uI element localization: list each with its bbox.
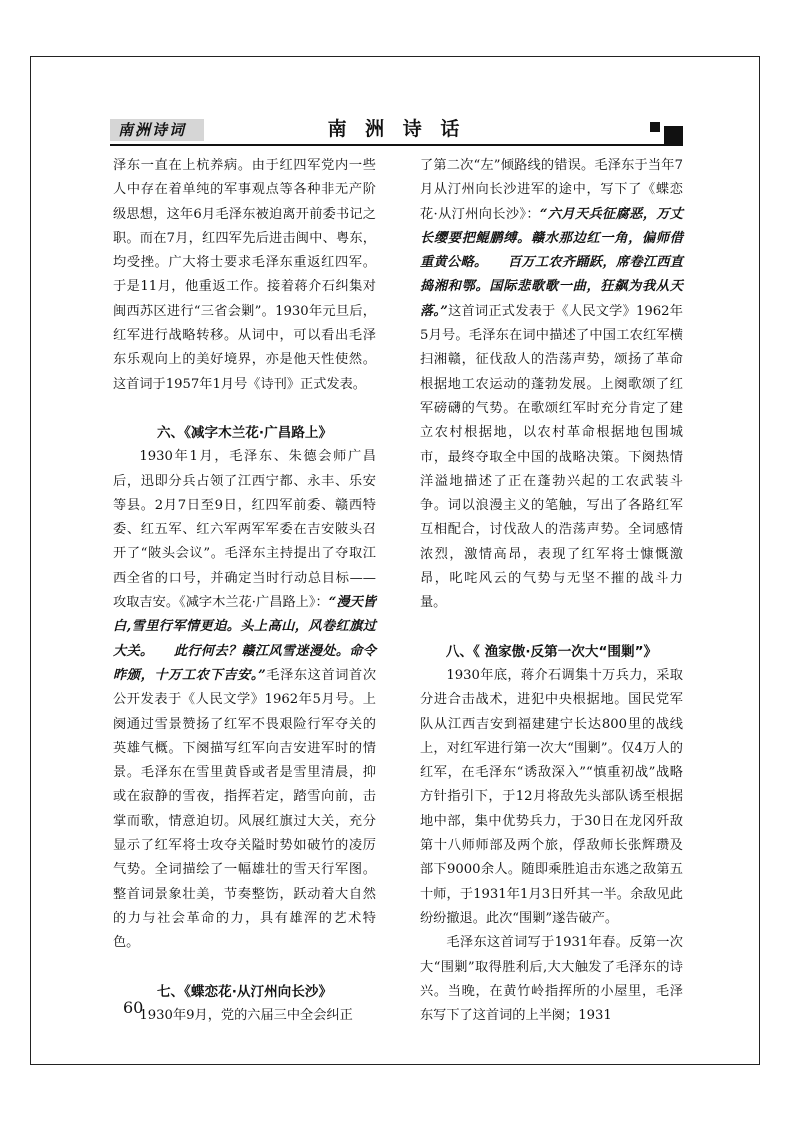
running-title: 南 洲 诗 话 — [327, 118, 466, 140]
left-column — [113, 154, 376, 1028]
decorative-square-small — [650, 122, 660, 132]
decorative-square-large — [664, 126, 683, 145]
paragraph — [420, 154, 683, 616]
header-rule — [110, 144, 683, 146]
page-header — [110, 117, 683, 143]
spacer — [113, 956, 376, 980]
section-badge: 南洲诗词 — [110, 119, 204, 141]
spacer — [420, 616, 683, 640]
page-number: 60 — [123, 998, 144, 1017]
paragraph-text: 1930年1月，毛泽东、朱德会师广昌后，迅即分兵占领了江西宁都、永丰、乐安等县。2月7日至9日，红四军前委、赣西特委、红五军、红六军两军军委在吉安陂头召开了“陂头会议”。毛泽东主持提出了夺取江西全省的口号，并确定当时行动总目标——攻取吉安。《减字木兰花·广昌路上》： — [113, 449, 376, 611]
poem-quote: “六月天兵征腐恶，万丈长缨要把鲲鹏缚。赣水那边红一角，偏师借重黄公略。 百万工农齐踊跃，席卷江西直捣湘和鄂。国际悲歌歌一曲，狂飙为我从天落。” — [420, 206, 683, 319]
spacer — [113, 397, 376, 421]
paragraph: 1930年9月，党的六届三中全会纠正 — [139, 1007, 353, 1023]
section-heading-6: 六、《减字木兰花·广昌路上》 — [156, 424, 333, 441]
section-heading-8: 八、《 渔家傲·反第一次大“围剿”》 — [445, 643, 658, 660]
paragraph-text: 毛泽东这首词首次公开发表于《人民文学》1962年5月号。上阕通过雪景赞扬了红军不畏艰险行军夺关的英雄气概。下阕描写红军向吉安进军时的情景。毛泽东在雪里黄昏或者是雪里清晨，抑或在寂静的雪夜，指挥若定，踏雪向前，击掌而歌，情意迫切。风展红旗过大关，充分显示了红军将士攻夺关隘时势如破竹的凌厉气势。全词描绘了一幅雄壮的雪天行军图。整首词景象壮美，节奏整饬，跃动着大自然的力与社会革命的力，具有雄浑的艺术特色。 — [113, 667, 377, 951]
paragraph: 毛泽东这首词写于1931年春。反第一次大“围剿”取得胜利后,大大触发了毛泽东的诗兴。当晚，在黄竹岭指挥所的小屋里，毛泽东写下了这首词的上半阕；1931 — [420, 935, 683, 1024]
paragraph: 泽东一直在上杭养病。由于红四军党内一些人中存在着单纯的军事观点等各种非无产阶级思想，这年6月毛泽东被迫离开前委书记之职。而在7月，红四军先后进击闽中、粤东，均受挫。广大将士要求毛泽东重返红四军。于是11月，他重返工作。接着蒋介石纠集对闽西苏区进行“三省会剿”。1930年元旦后，红军进行战略转移。从词中，可以看出毛泽东乐观向上的美好境界，亦是他天性使然。这首词于1957年1月号《诗刊》正式发表。 — [113, 158, 376, 392]
paragraph — [113, 445, 376, 955]
paragraph-text: 了第二次“左”倾路线的错误。毛泽东于当年7月从汀州向长沙进军的途中，写下了《蝶恋花·从汀州向长沙》： — [420, 158, 683, 222]
section-heading-7: 七、《蝶恋花·从汀州向长沙》 — [156, 983, 333, 1000]
right-column — [420, 154, 683, 1028]
paragraph: 1930年底，蒋介石调集十万兵力，采取分进合击战术，进犯中央根据地。国民党军队从江西吉安到福建建宁长达800里的战线上，对红军进行第一次大“围剿”。仅4万人的红军，在毛泽东“诱敌深入”“慎重初战”战略方针指引下，于12月将敌先头部队诱至根据地中部，集中优势兵力，于30日在龙冈歼敌第十八师师部及两个旅，俘敌师长张辉瓒及部下9000余人。随即乘胜追击东逃之敌第五十师，于1931年1月3日歼其一半。余敌见此纷纷撤退。此次“围剿”遂告破产。 — [420, 667, 683, 926]
poem-quote: “漫天皆白,雪里行军情更迫。头上高山，风卷红旗过大关。 此行何去？赣江风雪迷漫处。命令昨颁，十万工农下吉安。” — [113, 595, 376, 683]
paragraph-text: 这首词正式发表于《人民文学》1962年5月号。毛泽东在词中描述了中国工农红军横扫湘赣，征伐敌人的浩荡声势，颂扬了革命根据地工农运动的蓬勃发展。上阕歌颂了红军磅礴的气势。在歌颂红军时充分肯定了建立农村根据地，以农村革命根据地包围城市，最终夺取全中国的战略决策。下阕热情洋溢地描述了正在蓬勃兴起的工农武装斗争。词以浪漫主义的笔触，写出了各路红军互相配合，讨伐敌人的浩荡声势。全词感情浓烈，激情高昂，表现了红军将士慷慨激昂，叱咤风云的气势与无坚不摧的战斗力量。 — [420, 303, 683, 611]
